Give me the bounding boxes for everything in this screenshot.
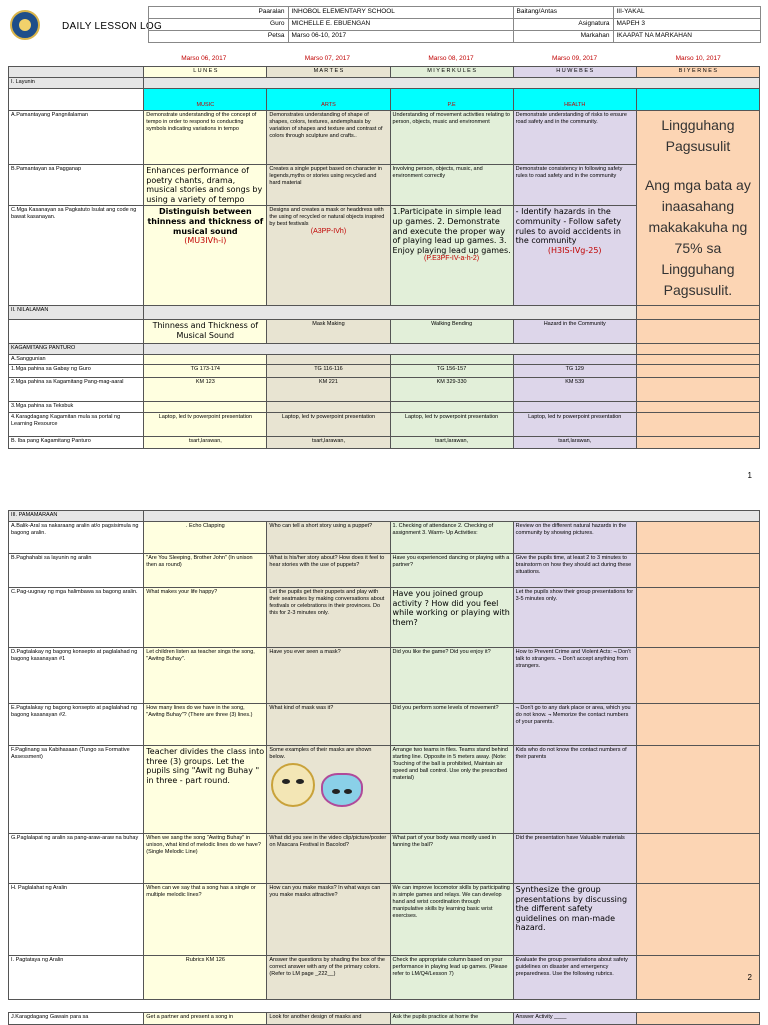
competency-code: (MU3IVh-i) (184, 236, 227, 246)
cell-lunes: When we sang the song "Awitng Buhay" in unison, what kind of melodic lines do we have? (Single Melodic Line) (144, 834, 267, 884)
kagamitan-title: KAGAMITANG PANTURO (9, 344, 144, 355)
date-huwebes: Marso 09, 2017 (551, 55, 598, 62)
cell-miyerkules: TG 156-157 (390, 365, 513, 378)
section-pamamaraan-title: III. PAMAMARAAN (9, 511, 144, 522)
cell-huwebes: Review on the different natural hazards in the community by showing pictures. (513, 522, 636, 554)
cell-martes: KM 221 (267, 378, 390, 402)
paaralan-value: INHOBOL ELEMENTARY SCHOOL (288, 7, 513, 19)
friday-assessment-note (636, 111, 759, 306)
row-label: I. Pagtataya ng Aralin (9, 956, 144, 1000)
asignatura-label: Asignatura (513, 19, 613, 31)
row-label: H. Paglalahat ng Aralin (9, 884, 144, 956)
date-lunes: Marso 06, 2017 (181, 55, 227, 62)
cell-huwebes: Synthesize the group presentations by discussing the different safety guidelines on man-made hazard. (513, 884, 636, 956)
day-lunes: L U N E S (144, 67, 267, 78)
cell-miyerkules: tsart,larawan, (390, 437, 513, 449)
competency-code: (P.E3PF-IV-a-h-2) (424, 255, 480, 263)
day-huwebes: H U W E B E S (513, 67, 636, 78)
cell-miyerkules: Did you perform some levels of movement? (390, 704, 513, 746)
cell-huwebes: tsart,larawan, (513, 437, 636, 449)
friday-note-body: Ang mga bata ay inaasahang makakakuha ng 75% sa Lingguhang Pagsusulit. (644, 177, 751, 299)
cell-martes: How can you make masks? In what ways can you make masks attractive? (267, 884, 390, 956)
cell-lunes: KM 123 (144, 378, 267, 402)
day-miyerkules: M I Y E R K U L E S (390, 67, 513, 78)
section-nilalaman-title: II. NILALAMAN (9, 306, 144, 320)
competency-code: (A3PP-IVh) (310, 228, 347, 235)
cell-martes: What did you see in the video clip/picture/poster on Mascara Festival in Bacolod? (267, 834, 390, 884)
row-label: D.Pagtalakay ng bagong konsepto at paglalahad ng bagong kasanayan #1 (9, 648, 144, 704)
cell-martes: What is his/her story about? How does it feel to hear stories with the use of puppets? (267, 554, 390, 588)
paaralan-label: Paaralan (148, 7, 288, 19)
petsa-label: Petsa (148, 31, 288, 43)
cell-martes: tsart,larawan, (267, 437, 390, 449)
cell-huwebes: Give the pupils time, at least 2 to 3 minutes to brainstorm on how they should act during these situations. (513, 554, 636, 588)
row-label: C.Mga Kasanayan sa Pagkatuto Isulat ang code ng bawat kasanayan. (9, 206, 144, 306)
lesson-table-page2 (8, 510, 760, 1000)
row-label: A.Balik-Aral sa nakaraang aralin at/o pagsisimula ng bagong aralin. (9, 522, 144, 554)
nilalaman-lunes: Thinness and Thickness of Musical Sound (144, 320, 267, 344)
cell-lunes: Get a partner and present a song in (144, 1013, 267, 1025)
cell-martes (267, 746, 390, 834)
nilalaman-miyerkules: Walking Bending (390, 320, 513, 344)
cell-miyerkules: Arrange two teams in files. Teams stand behind starting line. Opposite in 5 meters away. (Note: Touching of the ball is prohibited, Maintain air speed and ball control. Use only the prescribed material) (390, 746, 513, 834)
cell-miyerkules: We can improve locomotor skills by participating in simple games and relays. We can develop hand and wrist coordination through manipulative skills by learning basic wrist exercises. (390, 884, 513, 956)
row-label: A.Pamantayang Pangnilalaman (9, 111, 144, 165)
cell-text: Distinguish between thinness and thickness of musical sound (147, 207, 264, 236)
cell-huwebes: KM 539 (513, 378, 636, 402)
section-layunin-title: I. Layunin (9, 78, 144, 89)
friday-note-title: Lingguhang Pagsusulit (661, 117, 735, 155)
cell-huwebes (513, 206, 636, 306)
petsa-value: Marso 06-10, 2017 (288, 31, 513, 43)
cell-miyerkules: Laptop, led tv powerpoint presentation (390, 413, 513, 437)
row-label: B.Pamantayan sa Pagganap (9, 165, 144, 206)
cell-martes: Who can tell a short story using a puppet? (267, 522, 390, 554)
guro-label: Guro (148, 19, 288, 31)
nilalaman-huwebes: Hazard in the Community (513, 320, 636, 344)
page-number-1: 1 (747, 471, 752, 480)
asignatura-value: MAPEH 3 (613, 19, 760, 31)
cell-huwebes: Evaluate the group presentations about safety guidelines on disaster and emergency preparedness. Use the following rubrics. (513, 956, 636, 1000)
row-label: 4.Karagdagang Kagamitan mula sa portal ng Learning Resource (9, 413, 144, 437)
cell-martes (267, 206, 390, 306)
cell-huwebes: Kids who do not know the contact numbers of their parents (513, 746, 636, 834)
cell-lunes: Laptop, led tv powerpoint presentation (144, 413, 267, 437)
cell-huwebes: Did the presentation have Valuable materials (513, 834, 636, 884)
cell-huwebes: How to Prevent Crime and Violent Acts: ¬ Don't talk to strangers. ¬ Don't accept anything from strangers. (513, 648, 636, 704)
row-label: 1.Mga pahina sa Gabay ng Guro (9, 365, 144, 378)
day-biyernes: B I Y E R N E S (636, 67, 759, 78)
sanggunian-label: A.Sanggunian (9, 355, 144, 365)
cell-miyerkules: Check the appropriate column based on your performance in playing lead up games. (Please refer to LM/Q4/Lesson 7) (390, 956, 513, 1000)
header-table (8, 6, 761, 43)
subject-pe: P.E (390, 89, 513, 111)
guro-value: MICHELLE E. EBUENGAN (288, 19, 513, 31)
row-label: F.Paglinang sa Kabihasaan (Tungo sa Formative Assessment) (9, 746, 144, 834)
cell-miyerkules: Have you joined group activity ? How did you feel while working or playing with them? (390, 588, 513, 648)
cell-martes: Let the pupils get their puppets and play with their seatmates by making conversations about festivals or celebrations in their provinces. Do this for 2-3 minutes only. (267, 588, 390, 648)
cell-miyerkules: 1. Checking of attendance 2. Checking of assignment 3. Warm- Up Activities: (390, 522, 513, 554)
cell-miyerkules: Ask the pupils practice at home the (390, 1013, 513, 1025)
markahan-label: Markahan (513, 31, 613, 43)
cell-lunes: Demonstrate understanding of the concept of tempo in order to respond to conducting symbols indicating variations in tempo (144, 111, 267, 165)
cell-text: - Identify hazards in the community - Follow safety rules to avoid accidents in the community (515, 207, 622, 246)
cell-miyerkules (390, 206, 513, 306)
competency-code: (H3IS-IVg-25) (547, 245, 602, 255)
cell-lunes: tsart,larawan, (144, 437, 267, 449)
subject-health: HEALTH (513, 89, 636, 111)
date-row (142, 55, 760, 62)
mask-image (271, 763, 315, 807)
cell-martes: What kind of mask was it? (267, 704, 390, 746)
day-martes: M A R T E S (267, 67, 390, 78)
cell-martes: Have you ever seen a mask? (267, 648, 390, 704)
cell-martes: Demonstrates understanding of shape of shapes, colors, textures, andemphasis by variation of shapes and texture and contrast of colors through sculpture and crafts.. (267, 111, 390, 165)
page-number-2: 2 (747, 973, 752, 982)
subject-music: MUSIC (144, 89, 267, 111)
cell-lunes: "Are You Sleeping, Brother John" (In unison then as round) (144, 554, 267, 588)
cell-lunes: Let children listen as teacher sings the song, "Awitng Buhay". (144, 648, 267, 704)
cell-lunes: . Echo Clapping (144, 522, 267, 554)
date-biyernes: Marso 10, 2017 (675, 55, 721, 62)
cell-huwebes: TG 129 (513, 365, 636, 378)
row-label: E.Pagtalakay ng bagong konsepto at paglalahad ng bagong kasanayan #2. (9, 704, 144, 746)
row-label: B.Paghahabi sa layunin ng aralin (9, 554, 144, 588)
cell-huwebes: Let the pupils show their group presentations for 3-5 minutes only. (513, 588, 636, 648)
cell-text: 1.Participate in simple lead up games. 2. Demonstrate and execute the proper way of playing lead up games. 3. Enjoy playing lead up games. (392, 207, 511, 255)
row-label: 3.Mga pahina sa Teksbuk (9, 402, 144, 413)
cell-lunes: When can we say that a song has a single or multiple melodic lines? (144, 884, 267, 956)
subject-arts: ARTS (267, 89, 390, 111)
cell-miyerkules: Involving person, objects, music, and environment correctly (390, 165, 513, 206)
cell-martes: Answer the questions by shading the box of the correct answer with any of the primary colors. (Refer to LM page _222__) (267, 956, 390, 1000)
row-label: G.Paglalapat ng aralin sa pang-araw-araw na buhay (9, 834, 144, 884)
cell-lunes: TG 173-174 (144, 365, 267, 378)
cell-lunes: How many lines do we have in the song, "Awitng Buhay"? (There are three (3) lines.) (144, 704, 267, 746)
lesson-table-page3 (8, 1012, 760, 1025)
cell-martes: Laptop, led tv powerpoint presentation (267, 413, 390, 437)
cell-text: Designs and creates a mask or headdress with the using of recycled or natural objects inspired by best festivals (269, 207, 385, 228)
cell-huwebes: Demonstrate understanding of risks to ensure road safety and in the community. (513, 111, 636, 165)
cell-lunes: Enhances performance of poetry chants, drama, musical stories and songs by using a variety of tempo (144, 165, 267, 206)
cell-miyerkules: KM 329-330 (390, 378, 513, 402)
document-title: DAILY LESSON LOG (62, 21, 163, 32)
cell-text: Some examples of their masks are shown below. (269, 747, 372, 760)
row-label: C.Pag-uugnay ng mga halimbawa sa bagong aralin. (9, 588, 144, 648)
cell-lunes: What makes your life happy? (144, 588, 267, 648)
cell-huwebes: Laptop, led tv powerpoint presentation (513, 413, 636, 437)
date-martes: Marso 07, 2017 (304, 55, 350, 62)
cell-huwebes: Demonstrate consistency in following safety rules to road safety and in the community (513, 165, 636, 206)
baitang-value: III-YAKAL (613, 7, 760, 19)
baitang-label: Baitang/Antas (513, 7, 613, 19)
date-miyerkules: Marso 08, 2017 (428, 55, 474, 62)
row-label: 2.Mga pahina sa Kagamitang Pang-mag-aaral (9, 378, 144, 402)
cell-lunes: Rubrics KM 126 (144, 956, 267, 1000)
cell-lunes: Teacher divides the class into three (3) groups. Let the pupils sing "Awit ng Buhay " in three - part round. (144, 746, 267, 834)
cell-huwebes: Answer Activity ____ (513, 1013, 636, 1025)
row-label: B. Iba pang Kagamitang Panturo (9, 437, 144, 449)
cell-martes: Creates a single puppet based on character in legends,myths or stories using recycled and hard material (267, 165, 390, 206)
cell-huwebes: ¬ Don't go to any dark place or area, which you do not know. ¬ Memorize the contact numbers of your parents. (513, 704, 636, 746)
cell-miyerkules: Did you like the game? Did you enjoy it? (390, 648, 513, 704)
cell-martes: TG 116-116 (267, 365, 390, 378)
cell-miyerkules: Understanding of movement activities relating to person, objects, music and environment (390, 111, 513, 165)
cell-lunes (144, 206, 267, 306)
lesson-table-page1 (8, 66, 760, 449)
cell-miyerkules: Have you experienced dancing or playing with a partner? (390, 554, 513, 588)
row-label: J.Karagdagang Gawain para sa (9, 1013, 144, 1025)
cell-miyerkules: What part of your body was mostly used in fanning the ball? (390, 834, 513, 884)
markahan-value: IKAAPAT NA MARKAHAN (613, 31, 760, 43)
cell-martes: Look for another design of masks and (267, 1013, 390, 1025)
nilalaman-martes: Mask Making (267, 320, 390, 344)
mask-image (321, 773, 363, 807)
